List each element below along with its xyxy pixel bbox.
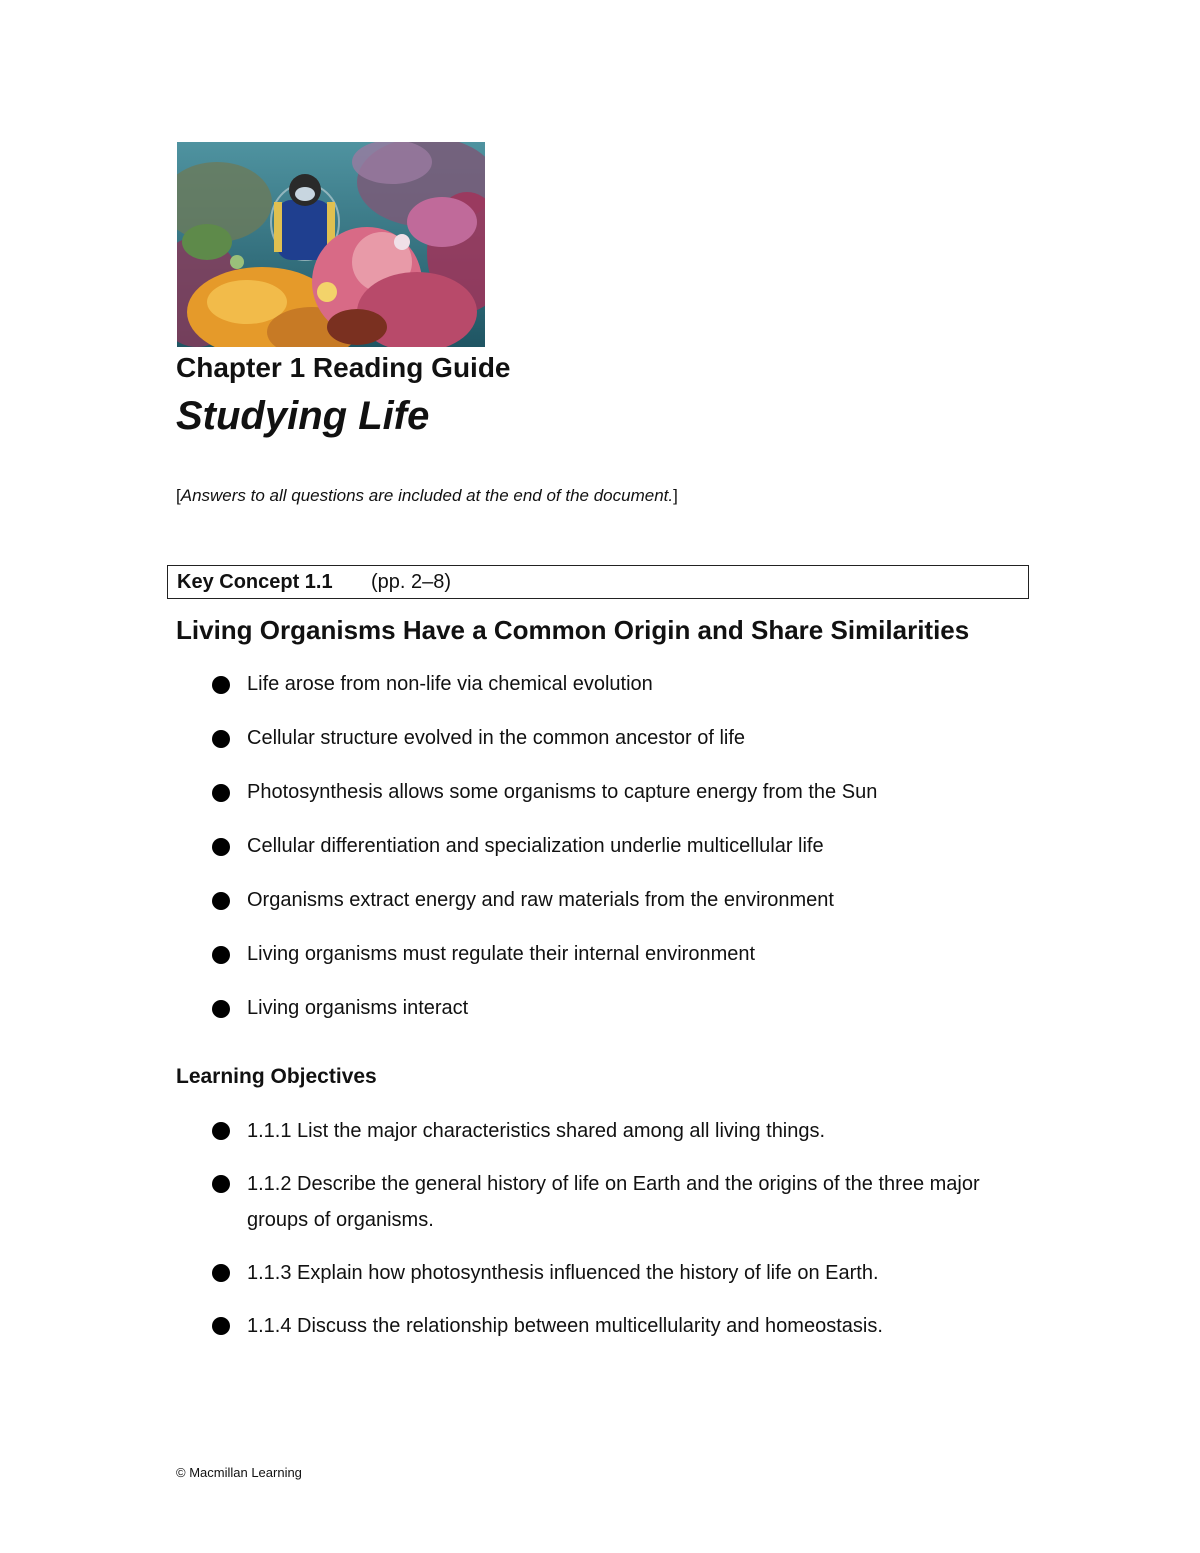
- bullet-icon: [212, 892, 230, 910]
- list-item: [212, 779, 1032, 805]
- answers-note-text: Answers to all questions are included at the end of the document.: [180, 486, 674, 505]
- concept-text: Organisms extract energy and raw materials from the environment: [247, 889, 834, 911]
- answers-note-open-bracket: [: [176, 486, 181, 505]
- bullet-icon: [212, 946, 230, 964]
- list-item: [212, 1166, 1002, 1238]
- bullet-icon: [212, 838, 230, 856]
- coral-reef-diver-photo: [177, 142, 485, 347]
- answers-note: [176, 486, 678, 506]
- bullet-icon: [212, 730, 230, 748]
- list-item: [212, 725, 1032, 751]
- bullet-icon: [212, 676, 230, 694]
- list-item: [212, 833, 1032, 859]
- concept-text: Cellular structure evolved in the common ancestor of life: [247, 727, 746, 749]
- list-item: [212, 1113, 1002, 1149]
- bullet-icon: [212, 784, 230, 802]
- objective-text: 1.1.1 List the major characteristics shared among all living things.: [247, 1120, 826, 1142]
- key-concept-pages: (pp. 2–8): [371, 571, 452, 593]
- chapter-subtitle: Studying Life: [176, 394, 430, 438]
- objective-text: 1.1.3 Explain how photosynthesis influenced the history of life on Earth.: [247, 1262, 879, 1284]
- concept-text: Photosynthesis allows some organisms to capture energy from the Sun: [247, 781, 878, 803]
- concept-list: [212, 671, 1032, 1049]
- concept-text: Life arose from non-life via chemical evolution: [247, 673, 653, 695]
- bullet-icon: [212, 1317, 230, 1335]
- concept-text: Living organisms must regulate their internal environment: [247, 943, 756, 965]
- bullet-icon: [212, 1175, 230, 1193]
- photo-credit: [483, 230, 493, 340]
- list-item: [212, 1255, 1002, 1291]
- learning-objectives-heading: Learning Objectives: [176, 1065, 377, 1088]
- objectives-list: [212, 1113, 1002, 1361]
- list-item: [212, 1308, 1002, 1344]
- objective-text: 1.1.4 Discuss the relationship between multicellularity and homeostasis.: [247, 1315, 883, 1337]
- bullet-icon: [212, 1122, 230, 1140]
- list-item: [212, 887, 1032, 913]
- list-item: [212, 941, 1032, 967]
- concept-text: Cellular differentiation and specialization underlie multicellular life: [247, 835, 824, 857]
- list-item: [212, 995, 1032, 1021]
- concept-text: Living organisms interact: [247, 997, 469, 1019]
- objective-text: 1.1.2 Describe the general history of life on Earth and the origins of the three major groups of organisms.: [247, 1173, 980, 1231]
- key-concept-box: [167, 565, 1029, 599]
- answers-note-close-bracket: ]: [673, 486, 678, 505]
- section-heading: Living Organisms Have a Common Origin and Share Similarities: [176, 615, 970, 645]
- list-item: [212, 671, 1032, 697]
- bullet-icon: [212, 1000, 230, 1018]
- bullet-icon: [212, 1264, 230, 1282]
- chapter-title: Chapter 1 Reading Guide: [176, 352, 511, 383]
- key-concept-label: Key Concept 1.1: [177, 571, 333, 593]
- copyright-footer: © Macmillan Learning: [176, 1465, 302, 1480]
